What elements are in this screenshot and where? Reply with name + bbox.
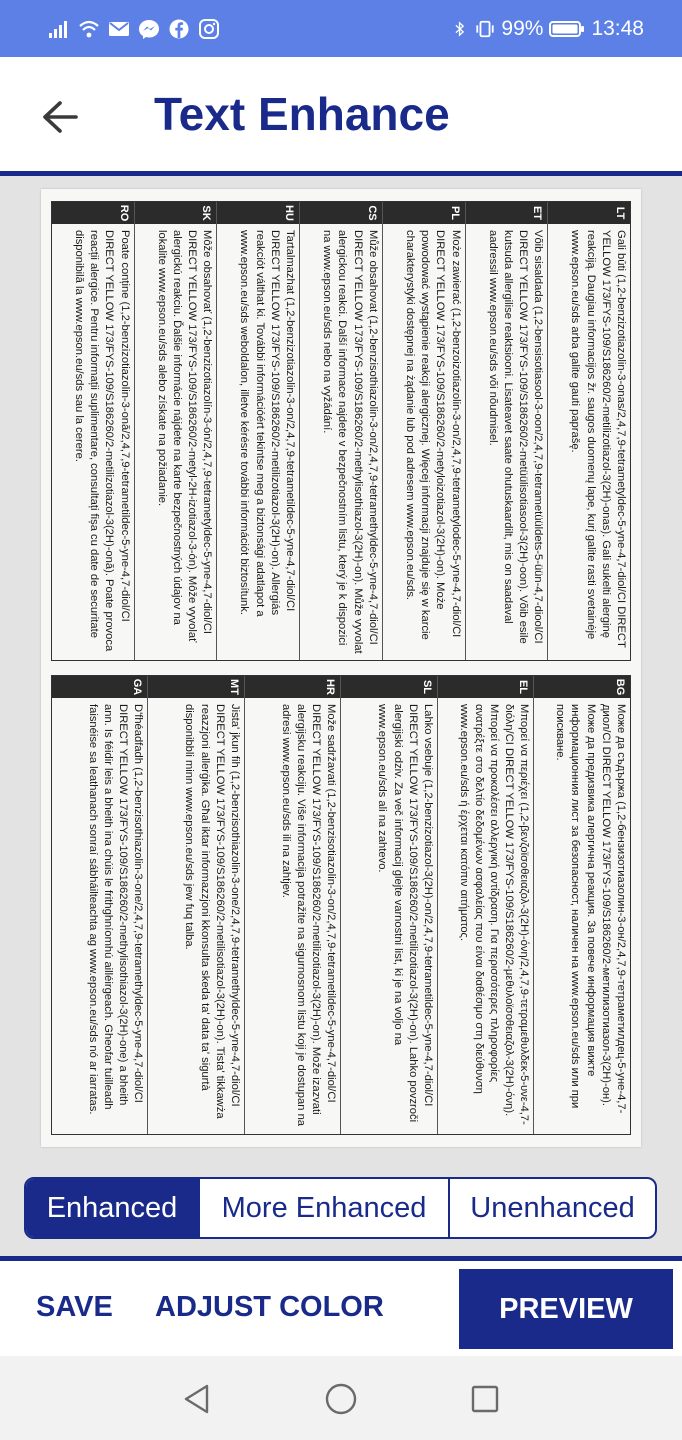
mail-icon <box>108 19 130 39</box>
nav-back-icon <box>182 1383 212 1415</box>
nav-home-icon <box>324 1382 358 1416</box>
document-row <box>244 676 341 1134</box>
status-left-icons <box>48 19 220 39</box>
document-row <box>299 202 382 660</box>
document-paragraph: Lahko vsebuje (1,2-benzizotiazol-3(2H)-on/2,4,7,9-tetrametildec-5-yne-4,7-diol/CI DIRECT YELLOW 173/FYS-109/S186260/2-metilizotiazol-3(2H)-on). Lahko povzroči alergijski odziv. Za več informacij glejte varnostni list, ki je na voljo na www.epson.eu/sds ali na zahtevo. <box>376 704 434 1123</box>
enhance-mode-selector <box>24 1177 657 1239</box>
language-code: RO <box>52 202 134 224</box>
facebook-icon <box>168 19 190 39</box>
battery-icon <box>549 19 585 39</box>
system-nav-bar <box>0 1356 682 1440</box>
document-rotated-content <box>41 189 641 1147</box>
document-row <box>437 676 534 1134</box>
instagram-icon <box>198 19 220 39</box>
nav-recent-icon <box>470 1384 500 1414</box>
document-column-left <box>51 201 631 661</box>
preview-area <box>0 176 682 1256</box>
app-header <box>0 57 682 173</box>
nav-recent-button[interactable] <box>468 1382 502 1416</box>
document-paragraph: Tartalmazhat (1,2-benzizotiazolin-3-on/2,4,7,9-tetrametildec-5-yne-4,7-diol/CI DIRECT YELLOW 173/FYS-109/S186260/2-metilizotiazol-3(2H)-on). Allergiás reakciót válthat ki. További információért tekintse meg a biztonsági adatlapot a www.epson.eu/sds weboldalon, illetve kérésre további információt biztosítunk. <box>238 230 297 617</box>
document-row <box>148 676 245 1134</box>
language-code: BG <box>535 676 631 698</box>
mode-unenhanced-button[interactable]: Unenhanced <box>470 1191 635 1224</box>
mode-more-enhanced-button[interactable]: More Enhanced <box>200 1179 450 1237</box>
battery-percentage: 99% <box>501 16 544 40</box>
document-row <box>547 202 630 660</box>
signal-icon <box>48 19 70 39</box>
language-code: ET <box>466 202 548 224</box>
language-code: LT <box>548 202 630 224</box>
messenger-icon <box>138 19 160 39</box>
language-code: SK <box>135 202 217 224</box>
scanned-document-image[interactable] <box>41 189 641 1147</box>
action-bar <box>0 1261 682 1356</box>
nav-back-button[interactable] <box>180 1382 214 1416</box>
adjust-color-button[interactable]: ADJUST COLOR <box>155 1291 384 1323</box>
document-paragraph: Gali būti (1,2-benzizotiazolin-3-onas/2,4,7,9-tetrametyldec-5-yne-4,7-diol/CI DIRECT YELLOW 173/FYS-109/S186260/2-metilizotiazol-3(2H)-onas). Gali sukelti alerginę reakciją. Daugiau informacijos žr. saugos duomenų lape, kurį galite rasti svetainėje www.epson.eu/sds arba galite gauti paprašę. <box>569 230 627 648</box>
wifi-icon <box>78 19 100 39</box>
vibrate-icon <box>475 19 495 39</box>
bluetooth-icon <box>453 19 469 39</box>
mode-enhanced-button[interactable]: Enhanced <box>26 1179 200 1237</box>
document-row <box>52 676 148 1134</box>
document-column-right <box>51 675 631 1135</box>
document-paragraph: Jista' jkun fih (1,2-benzisothiazolin-3-one/2,4,7,9-tetramethyldec-5-yne-4,7-diol/CI DIRECT YELLOW 173/FYS-109/S186260/2-metilisotiazol-3(2H)-on). Tista' tikkawża reazzjoni allerġika. Għal iktar informazzjoni kkonsulta skeda ta' data ta' sigurtà disponibbli minn www.epson.eu/sds jew fuq talba. <box>183 704 241 1119</box>
language-code: EL <box>438 676 534 698</box>
status-right-icons <box>453 17 644 41</box>
document-paragraph: Võib sisaldada (1,2-bensisotiasool-3-oon/2,4,7,9-tetrametüüldets-5-üün-4,7-diool/CI DIRECT YELLOW 173/FYS-109/S186260/2-metüülisotiasool-3(2H)-oon). Võib esile kutsuda allergilise reaktsiooni. Lisateavet saate ohutuskaardilt, mis on saadaval aadressil www.epson.eu/sds või nõudmisel. <box>486 230 545 644</box>
document-row <box>382 202 465 660</box>
document-row <box>52 202 134 660</box>
language-code: HR <box>245 676 341 698</box>
save-button[interactable]: SAVE <box>36 1291 113 1323</box>
page-title: Text Enhance <box>154 88 450 140</box>
language-code: GA <box>52 676 148 698</box>
document-row <box>465 202 548 660</box>
nav-home-button[interactable] <box>324 1382 358 1416</box>
language-code: HU <box>217 202 299 224</box>
language-code: MT <box>149 676 245 698</box>
status-bar <box>0 0 682 57</box>
back-button[interactable] <box>36 97 84 137</box>
language-code: CS <box>300 202 382 224</box>
back-arrow-icon <box>40 99 80 135</box>
document-paragraph: Může obsahovat (1,2-benzisothiazolin-3-on/2,4,7,9-tetramethyldec-5-yne-4,7-diol/CI DIRECT YELLOW 173/FYS-109/S186260/2-methylisothiazol-3(2H)-on). Může vyvolat alergickou reakci. Další informace najdete v bezpečnostním listu, který je k dispozici na www.epson.eu/sds nebo na vyžádání. <box>321 230 379 654</box>
document-paragraph: D'fhéadfadh (1,2-benzisothiazolin-3-one/2,4,7,9-tetramethyldec-5-yne-4,7-diol/CI DIRECT YELLOW 173/FYS-109/S186260/2-methylisothiazol-3(2H)-one) a bheith ann. Is féidir leis a bheith ina chúis le frithghníomhú ailléirgeach. Gheofar tuilleadh faisnéise sa leathanach sonraí sábháilteachta ag www.epson.eu/sds nó ar iarratas. <box>86 704 145 1115</box>
language-code: PL <box>383 202 465 224</box>
document-paragraph: Poate conține (1,2-benzizotiazolin-3-onă/2,4,7,9-tetrametildec-5-yne-4,7-diol/CI DIRECT YELLOW 173/FYS-109/S186260/2-metilizotiazol-3(2H)-onă). Poate provoca reacții alergice. Pentru informații suplimentare, consultați fișa cu date de securitate disponibilă la www.epson.eu/sds sau la cerere. <box>72 230 131 652</box>
document-row <box>341 676 438 1134</box>
document-row <box>534 676 631 1134</box>
document-paragraph: Może zawierać (1,2-benzoizotiazolin-3-on/2,4,7,9-tetrametylodec-5-yne-4,7-diol/CI DIRECT YELLOW 173/FYS-109/S186260/2-metyloizotiazol-3(2H)-on). Może powodować wystąpienie reakcji alergicznej. Więcej informacji znajduje się w karcie charakterystyki dostępnej na żądanie lub pod adresem www.epson.eu/sds. <box>403 230 462 640</box>
document-row <box>134 202 217 660</box>
document-columns <box>51 201 631 1135</box>
language-code: SL <box>342 676 438 698</box>
document-paragraph: Može sadržavati (1,2-benzisotiazolin-3-on/2,4,7,9-tetrametildec-5-yne-4,7-diol/CI DIRECT YELLOW 173/FYS-109/S186260/2-metilizotiazol-3(2H)-on). Može izazvati alergijsku reakciju. Više informacija potražite na sigurnosnom listu koji je dostupan na adresi www.epson.eu/sds ili na zahtjev. <box>279 704 338 1127</box>
document-row <box>216 202 299 660</box>
document-paragraph: Môže obsahovať (1,2-benzizotiazolín-3-ón/2,4,7,9-tetrametyldec-5-yne-4,7-diol/CI DIRECT YELLOW 173/FYS-109/S186260/2-metyl-2H-izotiazol-3-ón). Môže vyvolať alergickú reakciu. Ďalšie informácie nájdete na karte bezpečnostných údajov na lokalite www.epson.eu/sds alebo získate na požiadanie. <box>155 230 214 643</box>
preview-button[interactable]: PREVIEW <box>459 1269 673 1349</box>
document-paragraph: Μπορεί να περιέχει (1,2-βενζοϊσοθειαζολ-3(2Η)-όνη/2,4,7,9-τετραμεθυλδεκ-5-υνε-4,7-διόλη/CI DIRECT YELLOW 173/FYS-109/S186260/2-μεθυλοϊσοθειαζολ-3(2Η)-όνη). Μπορεί να προκαλέσει αλλεργική αντίδραση. Για περισσότερες πληροφορίες ανατρέξτε στο δελτίο δεδομένων ασφαλείας που είναι διαθέσιμο στη διεύθυνση www.epson.eu/sds ή έρχεται κατόπιν αιτήματος. <box>457 704 531 1125</box>
document-paragraph: Може да съдържа (1,2-бензизотиазолин-3-он/2,4,7,9-тетраметилдец-5-уне-4,7-диол/CI DIRECT YELLOW 173/FYS-109/S186260/2-метилизотиазол-3(2H)-он). Може да предизвика алергична реакция. За повече информация вижте информационния лист за безопасност, наличен на www.epson.eu/sds или при поискване. <box>554 704 627 1114</box>
clock: 13:48 <box>591 16 644 40</box>
